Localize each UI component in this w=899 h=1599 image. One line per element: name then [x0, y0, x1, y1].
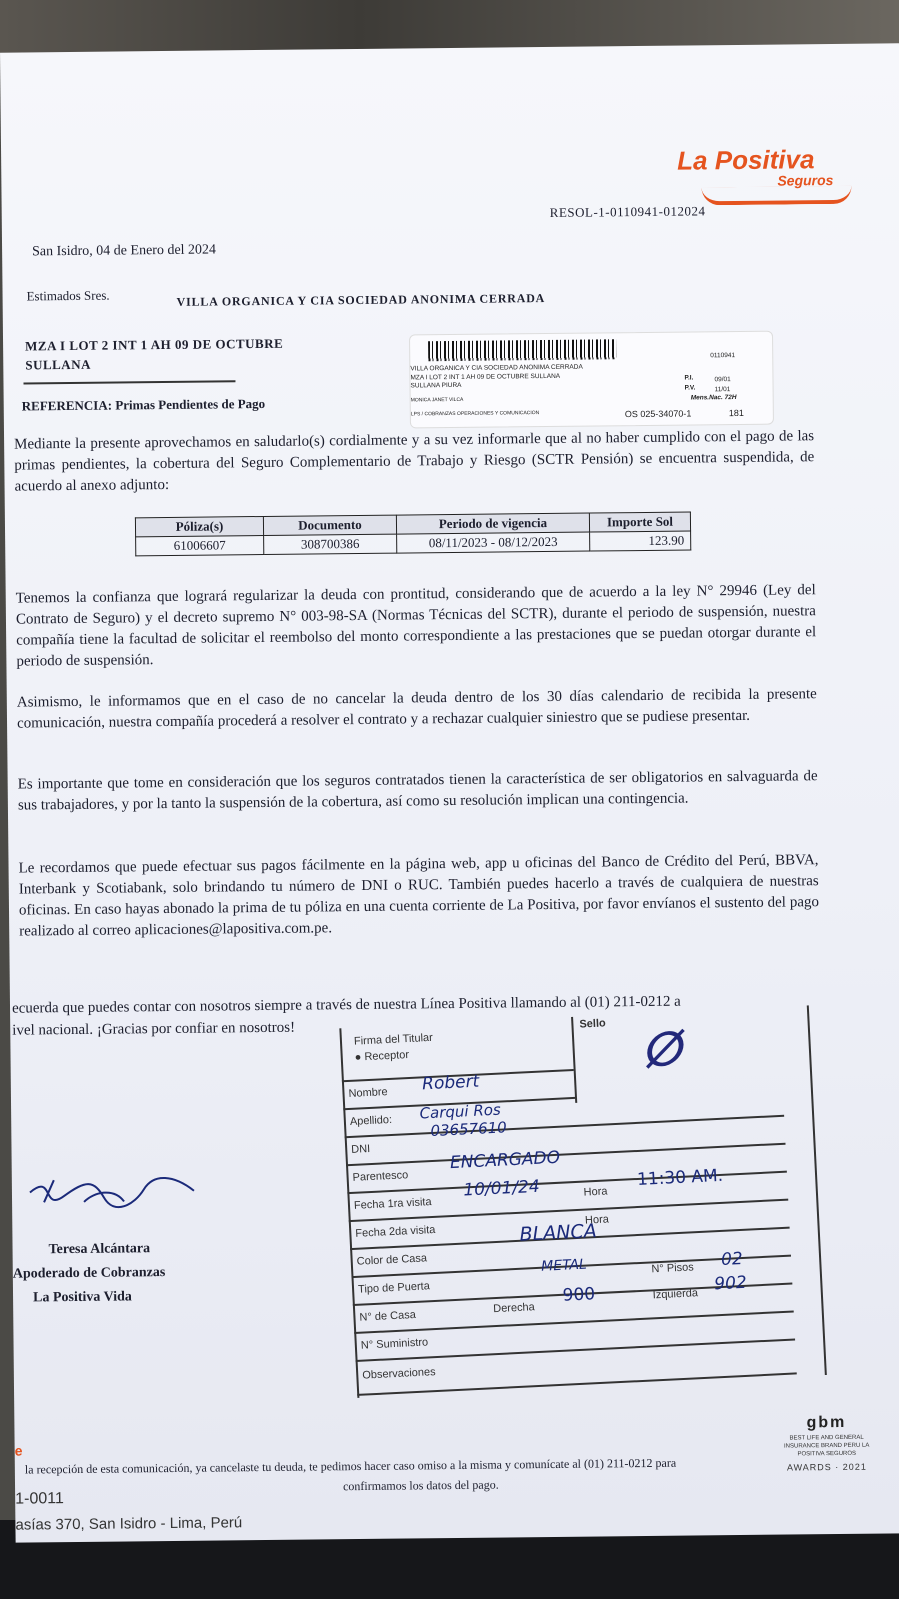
form-firma-label: Firma del Titular	[353, 1031, 434, 1048]
logo-swoosh-icon	[701, 186, 851, 206]
company-logo: La Positiva	[677, 144, 815, 176]
cell-importe: 123.90	[590, 531, 691, 551]
cell-poliza: 61006607	[136, 535, 264, 555]
reference-text: Primas Pendientes de Pago	[115, 395, 266, 413]
paragraph-4: Es importante que tome en consideración que los seguros contratados tienen la característica de ser obligatorios en salvaguarda de sus trabajadores, y por la tanto la suspensión de la cobertura, así como su resolución implican una contingencia.	[17, 768, 818, 814]
label-pv: P.V.	[684, 384, 696, 392]
form-hora2-label: Hora	[584, 1213, 610, 1227]
form-dni-label: DNI	[350, 1143, 371, 1156]
paragraph-6-line-1: ecuerda que puedes contar con nosotros siempre a través de nuestra Línea Positiva llamando al (01) 211-0212 a	[11, 993, 681, 1017]
form-hora-label: Hora	[583, 1185, 608, 1199]
label-line-2: MZA I LOT 2 INT 1 AH 09 DE OCTUBRE SULLANA	[410, 372, 561, 382]
label-os-number: 181	[728, 407, 744, 419]
label-pv-value: 11/01	[714, 386, 731, 394]
form-fecha1-label: Fecha 1ra visita	[353, 1196, 432, 1212]
letter-date: San Isidro, 04 de Enero del 2024	[32, 242, 217, 260]
label-pi-value: 09/01	[714, 376, 731, 384]
award-text: BEST LIFE AND GENERAL INSURANCE BRAND PERU LA POSITIVA SEGUROS	[783, 1434, 870, 1458]
award-seal	[766, 1414, 887, 1515]
delivery-receipt-form	[339, 1005, 827, 1398]
label-line-4: MONICA JANET VILCA	[410, 396, 464, 404]
form-pisos-value: 02	[720, 1248, 744, 1270]
label-line-5: LPS / COBRANZAS OPERACIONES Y COMUNICACION	[410, 410, 540, 418]
cell-documento: 308700386	[264, 534, 397, 554]
label-line-1: VILLA ORGANICA Y CIA SOCIEDAD ANONIMA CERRADA	[410, 363, 583, 373]
greeting: Estimados Sres.	[26, 287, 110, 304]
form-tipo-value: METAL	[540, 1256, 588, 1275]
form-derecha-value: 900	[562, 1284, 596, 1306]
footer-prefix: e	[14, 1442, 23, 1459]
form-nombre-label: Nombre	[348, 1086, 388, 1100]
reference-label: REFERENCIA:	[21, 397, 113, 414]
footer-address-1: 1-0011	[15, 1490, 64, 1508]
signature-scribble-icon	[24, 1161, 205, 1223]
paragraph-2: Tenemos la confianza que logrará regularizar la deuda con prontitud, considerando que de acuerdo a la ley N° 29946 (Ley del Contrato de Seguro) y el decreto supremo N° 003-98-SA (Normas Técnicas del SCTR), durante el periodo de suspensión, nuestra compañía tiene la facultad de solicitar el reembolso del monto correspondiente a las prestaciones que se puedan otorgar durante el periodo de suspensión.	[15, 582, 817, 670]
form-suministro-label: N° Suministro	[360, 1336, 429, 1352]
form-derecha-label: Derecha	[492, 1301, 536, 1316]
label-os: OS 025-34070-1	[624, 408, 692, 420]
reference	[22, 396, 266, 415]
footer-line-2: confirmamos los datos del pago.	[342, 1477, 499, 1494]
table-header-poliza: Póliza(s)	[135, 516, 263, 536]
form-nombre-value: Robert	[421, 1071, 480, 1095]
form-dni-value: 03657610	[430, 1118, 508, 1141]
form-receptor-label: ● Receptor	[354, 1048, 410, 1064]
paragraph-3: Asimismo, le informamos que en el caso de no cancelar la deuda dentro de los 30 días calendario de recibida la presente comunicación, nuestra compañía procederá a resolver el contrato y a rechazar cualquier siniestro que se pudiese presentar.	[16, 686, 817, 732]
label-pi: P.I.	[684, 374, 694, 382]
company-logo-sub: Seguros	[777, 171, 834, 189]
form-pisos-label: N° Pisos	[651, 1261, 695, 1276]
paragraph-5: Le recordamos que puede efectuar sus pagos fácilmente en la página web, app u oficinas del Banco de Crédito del Perú, BBVA, Interbank y Scotiabank, solo brindando tu número de DNI o RUC. También puedes hacerlo a través de cualquiera de nuestras oficinas. En caso hayas abonado la prima de tu póliza en una cuenta corriente de La Positiva, por favor envíanos el sustento del pago realizado al correo aplicaciones@lapositiva.com.pe.	[18, 852, 820, 940]
label-code: 0110941	[710, 352, 736, 360]
stamp-scribble-icon: ⵁ	[639, 1021, 683, 1078]
address-line-1: MZA I LOT 2 INT 1 AH 09 DE OCTUBRE	[25, 335, 284, 354]
signer-company: La Positiva Vida	[32, 1289, 132, 1306]
signer-name: Teresa Alcántara	[48, 1241, 151, 1258]
form-fecha2-label: Fecha 2da visita	[355, 1223, 436, 1240]
address-line-2: SULLANA	[25, 356, 91, 373]
award-logo: gbm	[806, 1413, 847, 1432]
form-parentesco-label: Parentesco	[352, 1169, 409, 1184]
form-fecha1-value: 10/01/24	[462, 1176, 541, 1201]
form-observaciones-label: Observaciones	[362, 1366, 436, 1382]
policy-table	[135, 511, 691, 556]
form-apellido-value: Carqui Ros	[419, 1100, 502, 1123]
signer-role: Apoderado de Cobranzas	[12, 1265, 166, 1282]
barcode-icon	[428, 339, 616, 361]
paragraph-1: Mediante la presente aprovechamos en saludarlo(s) cordialmente y a su vez informarle que al no haber cumplido con el pago de las primas pendientes, la cobertura del Seguro Complementario de Trabajo y Riesgo (SCTR Pensión) se encuentra suspendida, de acuerdo al anexo adjunto:	[14, 428, 815, 495]
table-header-periodo: Periodo de vigencia	[396, 513, 589, 534]
form-hora-value: 11:30 AM.	[636, 1165, 724, 1190]
client-name: VILLA ORGANICA Y CIA SOCIEDAD ANONIMA CERRADA	[176, 291, 546, 309]
paragraph-6-line-2: ivel nacional. ¡Gracias por confiar en nosotros!	[12, 1019, 296, 1039]
form-apellido-label: Apellido:	[349, 1113, 393, 1128]
resolution-code: RESOL-1-0110941-012024	[549, 203, 706, 220]
footer-line-1: la recepción de esta comunicación, ya cancelaste tu deuda, te pedimos hacer caso omiso a la misma y comunícate al (01) 211-0212 para	[24, 1455, 677, 1477]
form-color-label: Color de Casa	[356, 1252, 428, 1268]
form-color-value: BLANCA	[519, 1220, 598, 1246]
cell-periodo: 08/11/2023 - 08/12/2023	[397, 532, 590, 553]
form-parentesco-value: ENCARGADO	[449, 1147, 561, 1174]
form-izquierda-value: 902	[713, 1272, 748, 1295]
form-izquierda-label: Izquierda	[652, 1287, 699, 1302]
address-divider	[23, 380, 235, 384]
mailing-label	[409, 331, 774, 429]
form-tipo-label: Tipo de Puerta	[357, 1280, 431, 1296]
footer-address-2: asías 370, San Isidro - Lima, Perú	[15, 1514, 243, 1534]
form-sello-label: Sello	[579, 1017, 606, 1031]
table-header-documento: Documento	[263, 515, 396, 535]
form-ncasa-label: N° de Casa	[359, 1308, 417, 1324]
letter-page	[0, 43, 899, 1542]
table-header-importe: Importe Sol	[589, 512, 690, 532]
label-mens: Mens.Nac. 72H	[690, 394, 737, 402]
label-line-3: SULLANA PIURA	[410, 381, 462, 390]
award-year: AWARDS · 2021	[786, 1461, 867, 1473]
